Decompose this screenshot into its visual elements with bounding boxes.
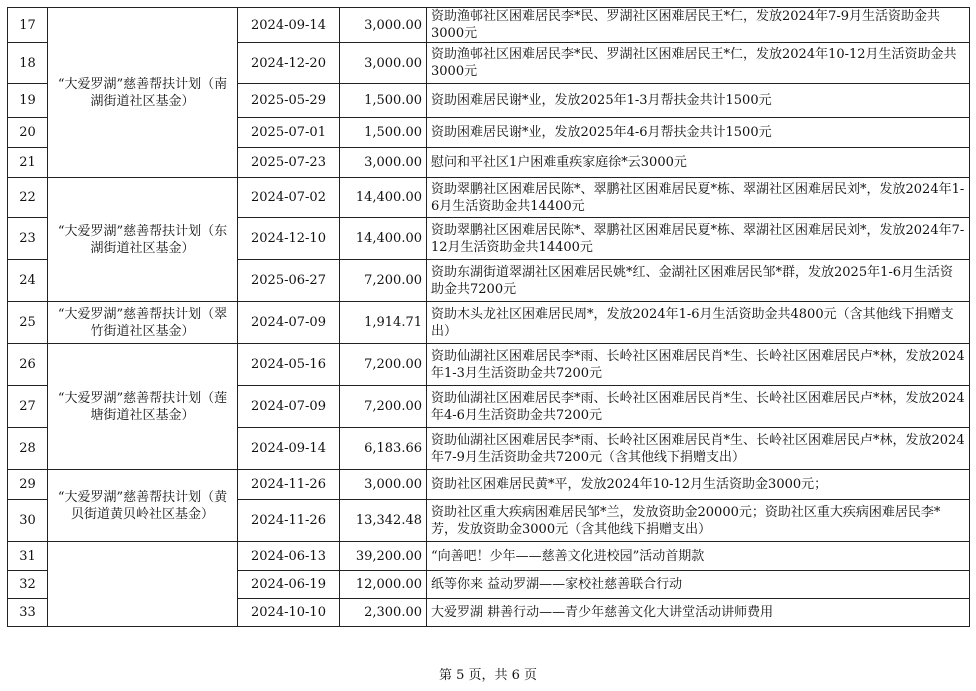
payment-amount: 1,500.00 [340,84,427,118]
payment-amount: 7,200.00 [340,344,427,386]
row-number: 23 [8,218,48,260]
payment-description: 资助东湖街道翠湖社区困难居民姚*红、金湖社区困难居民邹*群，发放2025年1-6月生活资助金共7200元 [427,260,970,302]
project-name [48,542,238,627]
payment-date: 2024-09-14 [238,428,340,470]
payment-amount: 3,000.00 [340,470,427,500]
row-number: 33 [8,599,48,627]
payment-description: 资助木头龙社区困难居民周*，发放2024年1-6月生活资助金共4800元（含其他线下捐赠支出） [427,302,970,344]
project-name: “大爱罗湖”慈善帮扶计划（黄贝街道黄贝岭社区基金） [48,470,238,542]
payment-description: 大爱罗湖 耕善行动——青少年慈善文化大讲堂活动讲师费用 [427,599,970,627]
payment-date: 2024-09-14 [238,8,340,43]
payment-date: 2024-06-13 [238,542,340,571]
row-number: 17 [8,8,48,43]
table-row [8,542,970,571]
row-number: 32 [8,571,48,599]
row-number: 30 [8,500,48,542]
payment-date: 2024-12-10 [238,218,340,260]
table-row [8,8,970,43]
payment-date: 2024-10-10 [238,599,340,627]
payment-amount: 12,000.00 [340,571,427,599]
project-name: “大爱罗湖”慈善帮扶计划（翠竹街道社区基金） [48,302,238,344]
project-name: “大爱罗湖”慈善帮扶计划（东湖街道社区基金） [48,178,238,302]
payment-date: 2025-05-29 [238,84,340,118]
row-number: 26 [8,344,48,386]
payment-date: 2024-05-16 [238,344,340,386]
row-number: 19 [8,84,48,118]
row-number: 31 [8,542,48,571]
payment-date: 2024-07-09 [238,302,340,344]
payment-description: 资助社区困难居民黄*平，发放2024年10-12月生活资助金3000元； [427,470,970,500]
payment-date: 2024-06-19 [238,571,340,599]
payment-description: 资助仙湖社区困难居民李*雨、长岭社区困难居民肖*生、长岭社区困难居民卢*林，发放2024年7-9月生活资助金共7200元（含其他线下捐赠支出） [427,428,970,470]
payment-amount: 1,914.71 [340,302,427,344]
payment-date: 2024-07-02 [238,178,340,218]
payment-amount: 7,200.00 [340,260,427,302]
payment-description: 资助社区重大疾病困难居民邹*兰，发放资助金20000元；资助社区重大疾病困难居民李*芳，发放资助金3000元（含其他线下捐赠支出） [427,500,970,542]
row-number: 22 [8,178,48,218]
table-row [8,344,970,386]
payment-date: 2024-11-26 [238,500,340,542]
payment-date: 2025-07-01 [238,118,340,148]
payment-amount: 3,000.00 [340,43,427,84]
payment-description: 资助困难居民谢*业，发放2025年4-6月帮扶金共计1500元 [427,118,970,148]
row-number: 18 [8,43,48,84]
payment-amount: 1,500.00 [340,118,427,148]
row-number: 21 [8,148,48,178]
page-number-footer: 第 5 页，共 6 页 [438,668,538,683]
payment-description: “向善吧！少年——慈善文化进校园”活动首期款 [427,542,970,571]
payment-description: 慰问和平社区1户困难重疾家庭徐*云3000元 [427,148,970,178]
payment-amount: 7,200.00 [340,386,427,428]
project-name: “大爱罗湖”慈善帮扶计划（南湖街道社区基金） [48,8,238,178]
payment-description: 资助渔邨社区困难居民李*民、罗湖社区困难居民王*仁，发放2024年7-9月生活资助金共3000元 [427,8,970,43]
row-number: 25 [8,302,48,344]
payment-date: 2025-07-23 [238,148,340,178]
payment-description: 纸等你来 益动罗湖——家校社慈善联合行动 [427,571,970,599]
row-number: 27 [8,386,48,428]
payment-amount: 13,342.48 [340,500,427,542]
payment-description: 资助翠鹏社区困难居民陈*、翠鹏社区困难居民夏*栋、翠湖社区困难居民刘*，发放2024年7-12月生活资助金共14400元 [427,218,970,260]
payment-amount: 3,000.00 [340,8,427,43]
payment-description: 资助仙湖社区困难居民李*雨、长岭社区困难居民肖*生、长岭社区困难居民卢*林，发放2024年4-6月生活资助金共7200元 [427,386,970,428]
row-number: 24 [8,260,48,302]
payment-date: 2024-11-26 [238,470,340,500]
table-row [8,302,970,344]
payment-date: 2025-06-27 [238,260,340,302]
payment-date: 2024-12-20 [238,43,340,84]
row-number: 28 [8,428,48,470]
table-row [8,470,970,500]
row-number: 29 [8,470,48,500]
payment-description: 资助仙湖社区困难居民李*雨、长岭社区困难居民肖*生、长岭社区困难居民卢*林，发放2024年1-3月生活资助金共7200元 [427,344,970,386]
payment-amount: 14,400.00 [340,178,427,218]
payment-amount: 14,400.00 [340,218,427,260]
project-name: “大爱罗湖”慈善帮扶计划（莲塘街道社区基金） [48,344,238,470]
payment-description: 资助困难居民谢*业，发放2025年1-3月帮扶金共计1500元 [427,84,970,118]
payment-amount: 6,183.66 [340,428,427,470]
payment-date: 2024-07-09 [238,386,340,428]
payment-description: 资助渔邨社区困难居民李*民、罗湖社区困难居民王*仁，发放2024年10-12月生活资助金共3000元 [427,43,970,84]
row-number: 20 [8,118,48,148]
payment-amount: 3,000.00 [340,148,427,178]
donation-expenditure-table [7,7,970,627]
payment-amount: 2,300.00 [340,599,427,627]
payment-description: 资助翠鹏社区困难居民陈*、翠鹏社区困难居民夏*栋、翠湖社区困难居民刘*，发放2024年1-6月生活资助金共14400元 [427,178,970,218]
table-row [8,178,970,218]
payment-amount: 39,200.00 [340,542,427,571]
